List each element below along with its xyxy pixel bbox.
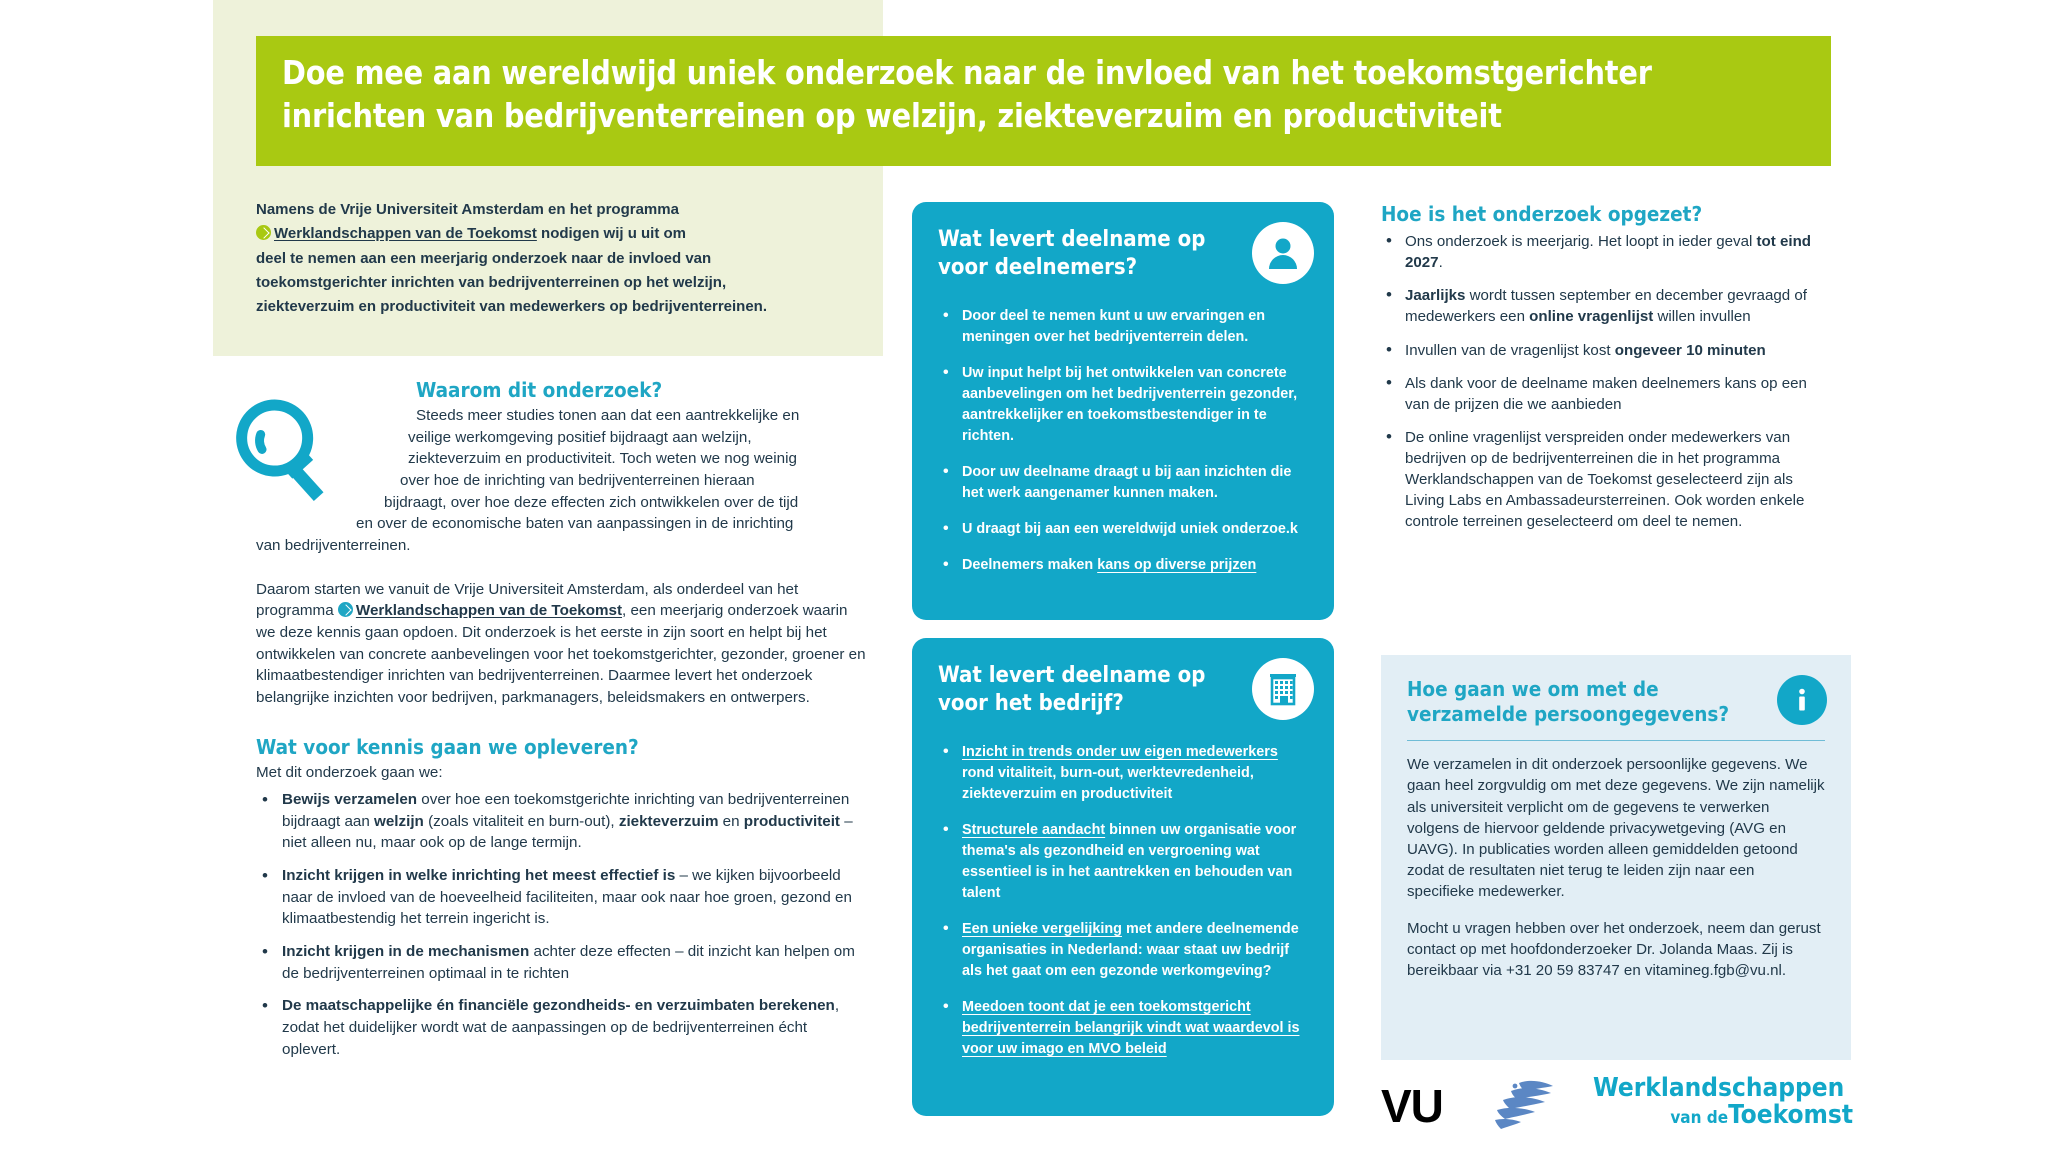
bullet-text: met andere deelnemende organisaties in Nederland: waar staat uw bedrijf als het gaat om een gezonde werkomgeving? xyxy=(962,921,1299,980)
bullet-text: – we kijken bijvoorbeeld naar de invloed van de hoeveelheid faciliteiten, maar ook naar hoe groen, gezond en klimaatbestendig het terrein ingericht is. xyxy=(282,867,852,928)
bullet-text: (zoals vitaliteit en burn-out), xyxy=(423,812,619,830)
bullet-bold: De maatschappelijke én financiële gezondheids- en verzuimbaten berekenen xyxy=(282,997,835,1015)
list-item xyxy=(256,865,866,930)
bullet-bold: productiviteit xyxy=(743,812,840,830)
bullet-text: achter deze effecten – dit inzicht kan helpen om de bedrijventerreinen optimaal in te richten xyxy=(282,943,855,982)
bullet-bold: Inzicht krijgen in welke inrichting het meest effectief is xyxy=(282,867,676,885)
why-section xyxy=(256,378,866,557)
list-item xyxy=(938,306,1308,348)
bullet-bold: Inzicht krijgen in de mechanismen xyxy=(282,943,530,961)
bullet-text: binnen uw organisatie voor thema's als gezondheid en vergroening wat essentieel is in het aantrekken en behouden van talent xyxy=(962,821,1297,902)
building-icon xyxy=(1265,671,1301,707)
daarom-pre: Daarom starten we vanuit de Vrije Universiteit Amsterdam, als onderdeel van het programma xyxy=(256,580,799,620)
list-item xyxy=(1381,231,1833,273)
list-item xyxy=(938,820,1308,904)
person-icon-badge xyxy=(1252,222,1314,284)
link-arrow-icon-2 xyxy=(338,602,353,617)
wlt-line-1: Werklandschappen xyxy=(1593,1073,1845,1103)
list-item xyxy=(938,519,1308,540)
why-line-6: en over de economische baten van aanpassingen in de inrichting xyxy=(356,515,794,533)
privacy-divider xyxy=(1407,740,1825,742)
intro-text-3: deel te nemen aan een meerjarig onderzoek naar de invloed van xyxy=(256,249,712,267)
privacy-heading: Hoe gaan we om met de verzamelde persoongegevens? xyxy=(1407,677,1730,727)
bullet-text: Ons onderzoek is meerjarig. Het loopt in ieder geval xyxy=(1405,233,1757,250)
bullet-text: Door uw deelname draagt u bij aan inzichten die het werk aangenamer kunnen maken. xyxy=(962,464,1292,502)
bullet-text: wordt tussen september en december gevraagd of medewerkers een xyxy=(1405,287,1807,326)
why-line-2: veilige werkomgeving positief bijdraagt aan welzijn, xyxy=(408,428,752,446)
setup-heading: Hoe is het onderzoek opgezet? xyxy=(1381,202,1703,226)
wlt-small: van de xyxy=(1670,1108,1729,1129)
knowledge-section xyxy=(256,735,866,1061)
list-item xyxy=(938,997,1308,1060)
list-item xyxy=(256,995,866,1060)
intro-text-1: Namens de Vrije Universiteit Amsterdam en het programma xyxy=(256,201,679,218)
page-title-banner xyxy=(256,36,1831,166)
bullet-bold: Jaarlijks xyxy=(1405,287,1466,305)
werklandschappen-link[interactable]: Werklandschappen van de Toekomst xyxy=(274,225,537,243)
knowledge-lead: Met dit onderzoek gaan we: xyxy=(256,763,443,781)
page-title-line-2: inrichten van bedrijventerreinen op welzijn, ziekteverzuim en productiviteit xyxy=(282,95,1502,135)
info-icon xyxy=(1787,685,1817,715)
why-heading: Waarom dit onderzoek? xyxy=(416,378,663,402)
bullet-text: over hoe een toekomstgerichte inrichting van bedrijventerreinen bijdraagt aan xyxy=(282,791,850,830)
bullet-text: . xyxy=(1438,254,1443,272)
card-company-title: Wat levert deelname op voor het bedrijf? xyxy=(938,663,1206,716)
page-title-line-1: Doe mee aan wereldwijd uniek onderzoek naar de invloed van het toekomstgerichter xyxy=(282,53,1652,92)
bullet-underlined[interactable]: Meedoen toont dat je een toekomstgericht bedrijventerrein belangrijk vindt wat waardevol is voor uw imago en MVO beleid xyxy=(962,999,1300,1058)
left-column xyxy=(256,378,866,1071)
bullet-bold: ongeveer 10 minuten xyxy=(1614,341,1766,359)
wlt-line-2 xyxy=(1593,1102,1853,1129)
list-item xyxy=(256,789,866,854)
list-item xyxy=(938,555,1308,576)
bullet-text: U draagt bij aan een wereldwijd uniek onderzoe.k xyxy=(962,521,1298,538)
building-icon-badge xyxy=(1252,658,1314,720)
list-item xyxy=(1381,340,1833,361)
list-item xyxy=(1381,427,1833,533)
privacy-paragraph-1: We verzamelen in dit onderzoek persoonlijke gegevens. We gaan heel zorgvuldig om met deze gegevens. We zijn namelijk als universiteit verplicht om de gegevens te verwerken volgens de hiervoor geldende privacywetgeving (AVG en UAVG). In publicaties worden alleen gemiddelden getoond zodat de resultaten niet terug te leiden zijn naar een specifieke medewerker. xyxy=(1407,756,1825,901)
werklandschappen-logo xyxy=(1593,1075,1853,1130)
list-item xyxy=(1381,285,1833,327)
knowledge-bullet-list xyxy=(256,789,866,1060)
list-item xyxy=(938,919,1308,982)
bullet-underlined[interactable]: kans op diverse prijzen xyxy=(1097,557,1257,574)
list-item xyxy=(256,941,866,984)
bullet-text: Uw input helpt bij het ontwikkelen van concrete aanbevelingen om het bedrijventerrein gezonder, aantrekkelijker en toekomstbestendiger in te richten. xyxy=(962,364,1298,445)
bullet-bold: ziekteverzuim xyxy=(618,812,719,830)
werklandschappen-link-2[interactable]: Werklandschappen van de Toekomst xyxy=(355,602,623,620)
card-company xyxy=(912,638,1334,1116)
daarom-paragraph xyxy=(256,579,866,709)
card-participants-list xyxy=(938,306,1308,576)
info-icon-badge xyxy=(1777,675,1827,725)
privacy-paragraph-2: Mocht u vragen hebben over het onderzoek, neem dan gerust contact op met hoofdonderzoeker Dr. Jolanda Maas. Zij is bereikbaar via +31 20 59 83747 en vitamineg.fgb@vu.nl. xyxy=(1407,920,1821,980)
card-participants-title: Wat levert deelname op voor deelnemers? xyxy=(938,227,1206,280)
knowledge-heading: Wat voor kennis gaan we opleveren? xyxy=(256,734,639,759)
magnifying-glass-icon xyxy=(216,386,344,514)
intro-text-2: nodigen wij u uit om xyxy=(541,225,687,243)
bullet-bold: welzijn xyxy=(374,812,424,830)
wlt-toekomst: Toekomst xyxy=(1728,1100,1853,1131)
bullet-text: , zodat het duidelijker wordt wat de aanpassingen op de bedrijventerreinen écht oplevert. xyxy=(282,997,840,1058)
bullet-text: Door deel te nemen kunt u uw ervaringen en meningen over het bedrijventerrein delen. xyxy=(962,307,1266,345)
griffin-logo-icon xyxy=(1485,1077,1557,1135)
bullet-bold: Bewijs verzamelen xyxy=(282,791,418,809)
intro-paragraph xyxy=(256,198,836,319)
list-item xyxy=(938,462,1308,504)
daarom-post: , een meerjarig onderzoek waarin we deze kennis gaan opdoen. Dit onderzoek is het eerste in zijn soort en helpt bij het ontwikkelen van concrete aanbevelingen voor het toekomstgerichter, gezonder, groener en klimaatbestendiger inrichten van bedrijventerreinen. Daarmee levert het onderzoek belangrijke inzichten voor bedrijven, parkmanagers, beleidsmakers en ontwerpers. xyxy=(256,602,866,706)
setup-bullet-list xyxy=(1381,231,1833,533)
list-item xyxy=(938,742,1308,805)
list-item xyxy=(938,363,1308,447)
card-participants xyxy=(912,202,1334,620)
bullet-text: rond vitaliteit, burn-out, werktevredenheid, ziekteverzuim en productiviteit xyxy=(962,764,1254,802)
intro-text-5: ziekteverzuim en productiviteit van medewerkers op bedrijventerreinen. xyxy=(256,298,768,316)
why-line-4: over hoe de inrichting van bedrijventerreinen hieraan xyxy=(400,471,755,489)
footer-logos xyxy=(1381,1075,1851,1145)
bullet-underlined[interactable]: Structurele aandacht xyxy=(962,821,1106,838)
bullet-text: Invullen van de vragenlijst kost xyxy=(1405,341,1615,359)
intro-text-4: toekomstgerichter inrichten van bedrijventerreinen op het welzijn, xyxy=(256,273,727,291)
why-line-5: bijdraagt, over hoe deze effecten zich ontwikkelen over de tijd xyxy=(384,493,799,511)
link-arrow-icon xyxy=(256,225,271,240)
bullet-text: – niet alleen nu, maar ook op de lange termijn. xyxy=(282,812,853,852)
bullet-text: willen invullen xyxy=(1653,308,1751,326)
bullet-bold: online vragenlijst xyxy=(1529,308,1654,326)
person-icon xyxy=(1263,233,1303,273)
bullet-underlined[interactable]: Een unieke vergelijking xyxy=(962,921,1122,938)
why-body xyxy=(256,405,866,557)
why-line-3: ziekteverzuim en productiviteit. Toch weten we nog weinig xyxy=(408,450,797,468)
why-line-1: Steeds meer studies tonen aan dat een aantrekkelijke en xyxy=(416,407,800,424)
why-line-7: van bedrijventerreinen. xyxy=(256,536,411,554)
bullet-underlined[interactable]: Inzicht in trends onder uw eigen medewerkers xyxy=(962,743,1278,760)
vu-logo-text: VU xyxy=(1381,1080,1443,1132)
list-item xyxy=(1381,373,1833,415)
bullet-bold: tot eind 2027 xyxy=(1405,233,1812,272)
bullet-text: De online vragenlijst verspreiden onder medewerkers van bedrijven op de bedrijventerreinen die in het programma Werklandschappen van de Toekomst geselecteerd zijn als Living Labs en Ambassadeursterreinen. Ook worden enkele controle terreinen geselecteerd om deel te nemen. xyxy=(1405,428,1805,531)
bullet-text: Deelnemers maken xyxy=(962,557,1098,574)
bullet-text: en xyxy=(718,812,744,830)
card-company-list xyxy=(938,742,1308,1060)
setup-section xyxy=(1381,202,1833,545)
bullet-text: Als dank voor de deelname maken deelnemers kans op een van de prijzen die we aanbieden xyxy=(1405,374,1807,413)
privacy-panel xyxy=(1381,655,1851,1060)
